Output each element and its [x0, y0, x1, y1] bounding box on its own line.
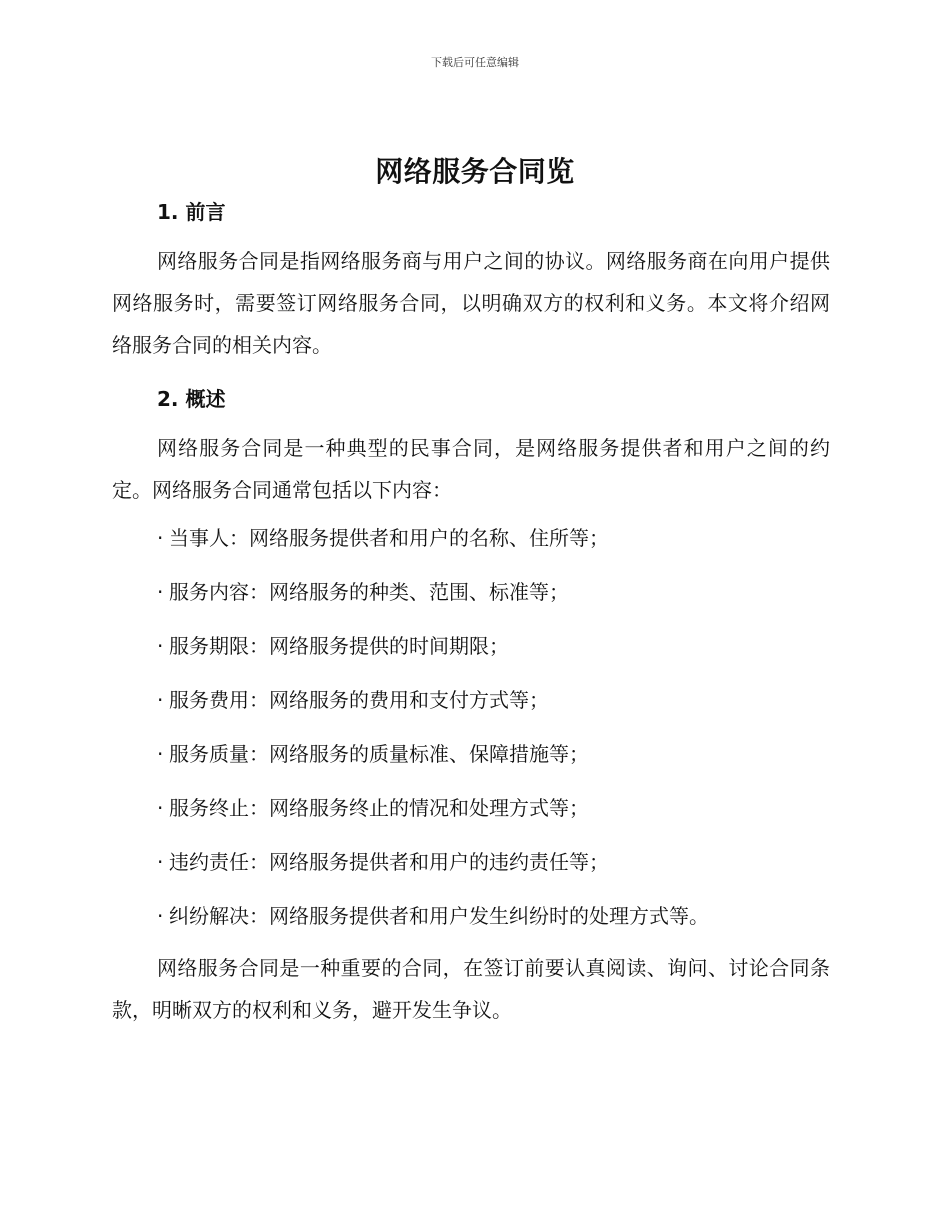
- bullet-dot-icon: ·: [157, 634, 164, 658]
- bullet-dot-icon: ·: [157, 742, 164, 766]
- list-item: [112, 631, 830, 661]
- bullet-dot-icon: ·: [157, 526, 164, 550]
- list-item: [112, 523, 830, 553]
- bullet-dot-icon: ·: [157, 850, 164, 874]
- document-body: [112, 196, 830, 1031]
- section-heading-overview: 2. 概述: [157, 387, 226, 411]
- list-item: [112, 793, 830, 823]
- list-item-text: 纠纷解决：网络服务提供者和用户发生纠纷时的处理方式等。: [169, 904, 709, 928]
- list-item: [112, 685, 830, 715]
- list-item: [112, 901, 830, 931]
- section-paragraph-preface: 网络服务合同是指网络服务商与用户之间的协议。网络服务商在向用户提供网络服务时，需要签订网络服务合同，以明确双方的权利和义务。本文将介绍网络服务合同的相关内容。: [112, 249, 830, 357]
- header-note: 下载后可任意编辑: [431, 56, 519, 69]
- bullet-dot-icon: ·: [157, 904, 164, 928]
- section-heading-preface: 1. 前言: [157, 200, 226, 224]
- list-item: [112, 847, 830, 877]
- list-item: [112, 739, 830, 769]
- list-item-text: 违约责任：网络服务提供者和用户的违约责任等；: [169, 850, 609, 874]
- list-item-text: 当事人：网络服务提供者和用户的名称、住所等；: [169, 526, 609, 550]
- section-paragraph-overview: 网络服务合同是一种典型的民事合同，是网络服务提供者和用户之间的约定。网络服务合同通常包括以下内容：: [112, 436, 830, 502]
- closing-paragraph: 网络服务合同是一种重要的合同，在签订前要认真阅读、询问、讨论合同条款，明晰双方的权利和义务，避开发生争议。: [112, 956, 830, 1022]
- bullet-dot-icon: ·: [157, 796, 164, 820]
- list-item-text: 服务内容：网络服务的种类、范围、标准等；: [169, 580, 569, 604]
- list-item-text: 服务终止：网络服务终止的情况和处理方式等；: [169, 796, 589, 820]
- list-item: [112, 577, 830, 607]
- contract-contents-list: [112, 523, 830, 931]
- bullet-dot-icon: ·: [157, 580, 164, 604]
- list-item-text: 服务期限：网络服务提供的时间期限；: [169, 634, 509, 658]
- list-item-text: 服务质量：网络服务的质量标准、保障措施等；: [169, 742, 589, 766]
- list-item-text: 服务费用：网络服务的费用和支付方式等；: [169, 688, 549, 712]
- bullet-dot-icon: ·: [157, 688, 164, 712]
- document-title: 网络服务合同览: [375, 155, 575, 188]
